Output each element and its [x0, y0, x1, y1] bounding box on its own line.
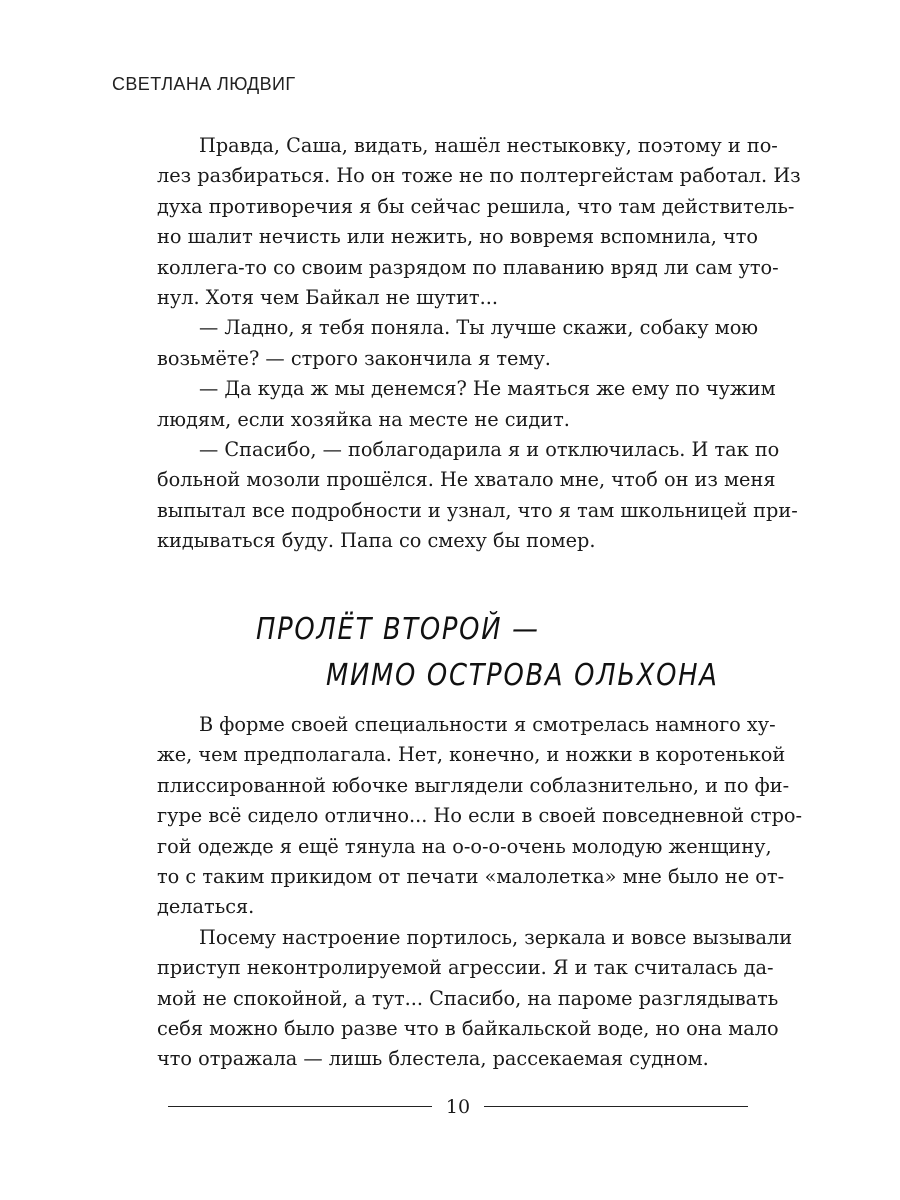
running-head-author: СВЕТЛАНА ЛЮДВИГ: [112, 74, 296, 94]
text-line: делаться.: [157, 895, 255, 919]
text-line: себя можно было разве что в байкальской воде, но она мало: [157, 1016, 779, 1040]
text-line: — Ладно, я тебя поняла. Ты лучше скажи, собаку мою: [199, 316, 759, 340]
page-footer: [168, 1094, 748, 1120]
body-text-section-2: [157, 710, 803, 1075]
text-line: Посему настроение портилось, зеркала и вовсе вызывали: [199, 925, 793, 949]
text-line: гуре всё сидело отлично... Но если в своей повседневной стро-: [157, 804, 803, 828]
text-line: кидываться буду. Папа со смеху бы помер.: [157, 529, 596, 553]
text-line: коллега-то со своим разрядом по плаванию вряд ли сам уто-: [157, 255, 779, 279]
text-line: что отражала — лишь блестела, рассекаемая судном.: [157, 1047, 709, 1071]
text-line: лез разбираться. Но он тоже не по полтергейстам работал. Из: [157, 164, 801, 188]
text-line: Правда, Саша, видать, нашёл нестыковку, поэтому и по-: [199, 134, 778, 157]
text-line: В форме своей специальности я смотрелась намного ху-: [199, 713, 776, 736]
chapter-title-line-1: ПРОЛЁТ ВТОРОЙ —: [256, 612, 540, 647]
text-line: — Спасибо, — поблагодарила я и отключилась. И так по: [199, 437, 780, 461]
footer-rule-left: [168, 1106, 432, 1107]
text-line: но шалит нечисть или нежить, но вовремя вспомнила, что: [157, 225, 758, 249]
text-line: то с таким прикидом от печати «малолетка» мне было не от-: [157, 864, 785, 888]
text-line: же, чем предполагала. Нет, конечно, и ножки в коротенькой: [157, 743, 786, 767]
text-line: выпытал все подробности и узнал, что я там школьницей при-: [157, 498, 798, 522]
body-text-section-1: [157, 131, 801, 556]
text-line: — Да куда ж мы денемся? Не маяться же ему по чужим: [199, 377, 776, 401]
chapter-title-line-2: МИМО ОСТРОВА ОЛЬХОНА: [326, 658, 719, 693]
text-line: людям, если хозяйка на месте не сидит.: [157, 407, 570, 431]
text-line: приступ неконтролируемой агрессии. Я и так считалась да-: [157, 956, 774, 980]
text-line: мой не спокойной, а тут... Спасибо, на пароме разглядывать: [157, 986, 779, 1010]
page-number: 10: [445, 1096, 471, 1118]
footer-rule-right: [484, 1106, 748, 1107]
text-line: нул. Хотя чем Байкал не шутит...: [157, 285, 498, 309]
text-line: возьмёте? — строго закончила я тему.: [157, 346, 551, 370]
text-line: гой одежде я ещё тянула на о-о-о-очень молодую женщину,: [157, 834, 772, 858]
text-line: плиссированной юбочке выглядели соблазнительно, и по фи-: [157, 773, 790, 797]
text-line: больной мозоли прошёлся. Не хватало мне, чтоб он из меня: [157, 468, 776, 492]
text-line: духа противоречия я бы сейчас решила, что там действитель-: [157, 194, 795, 218]
